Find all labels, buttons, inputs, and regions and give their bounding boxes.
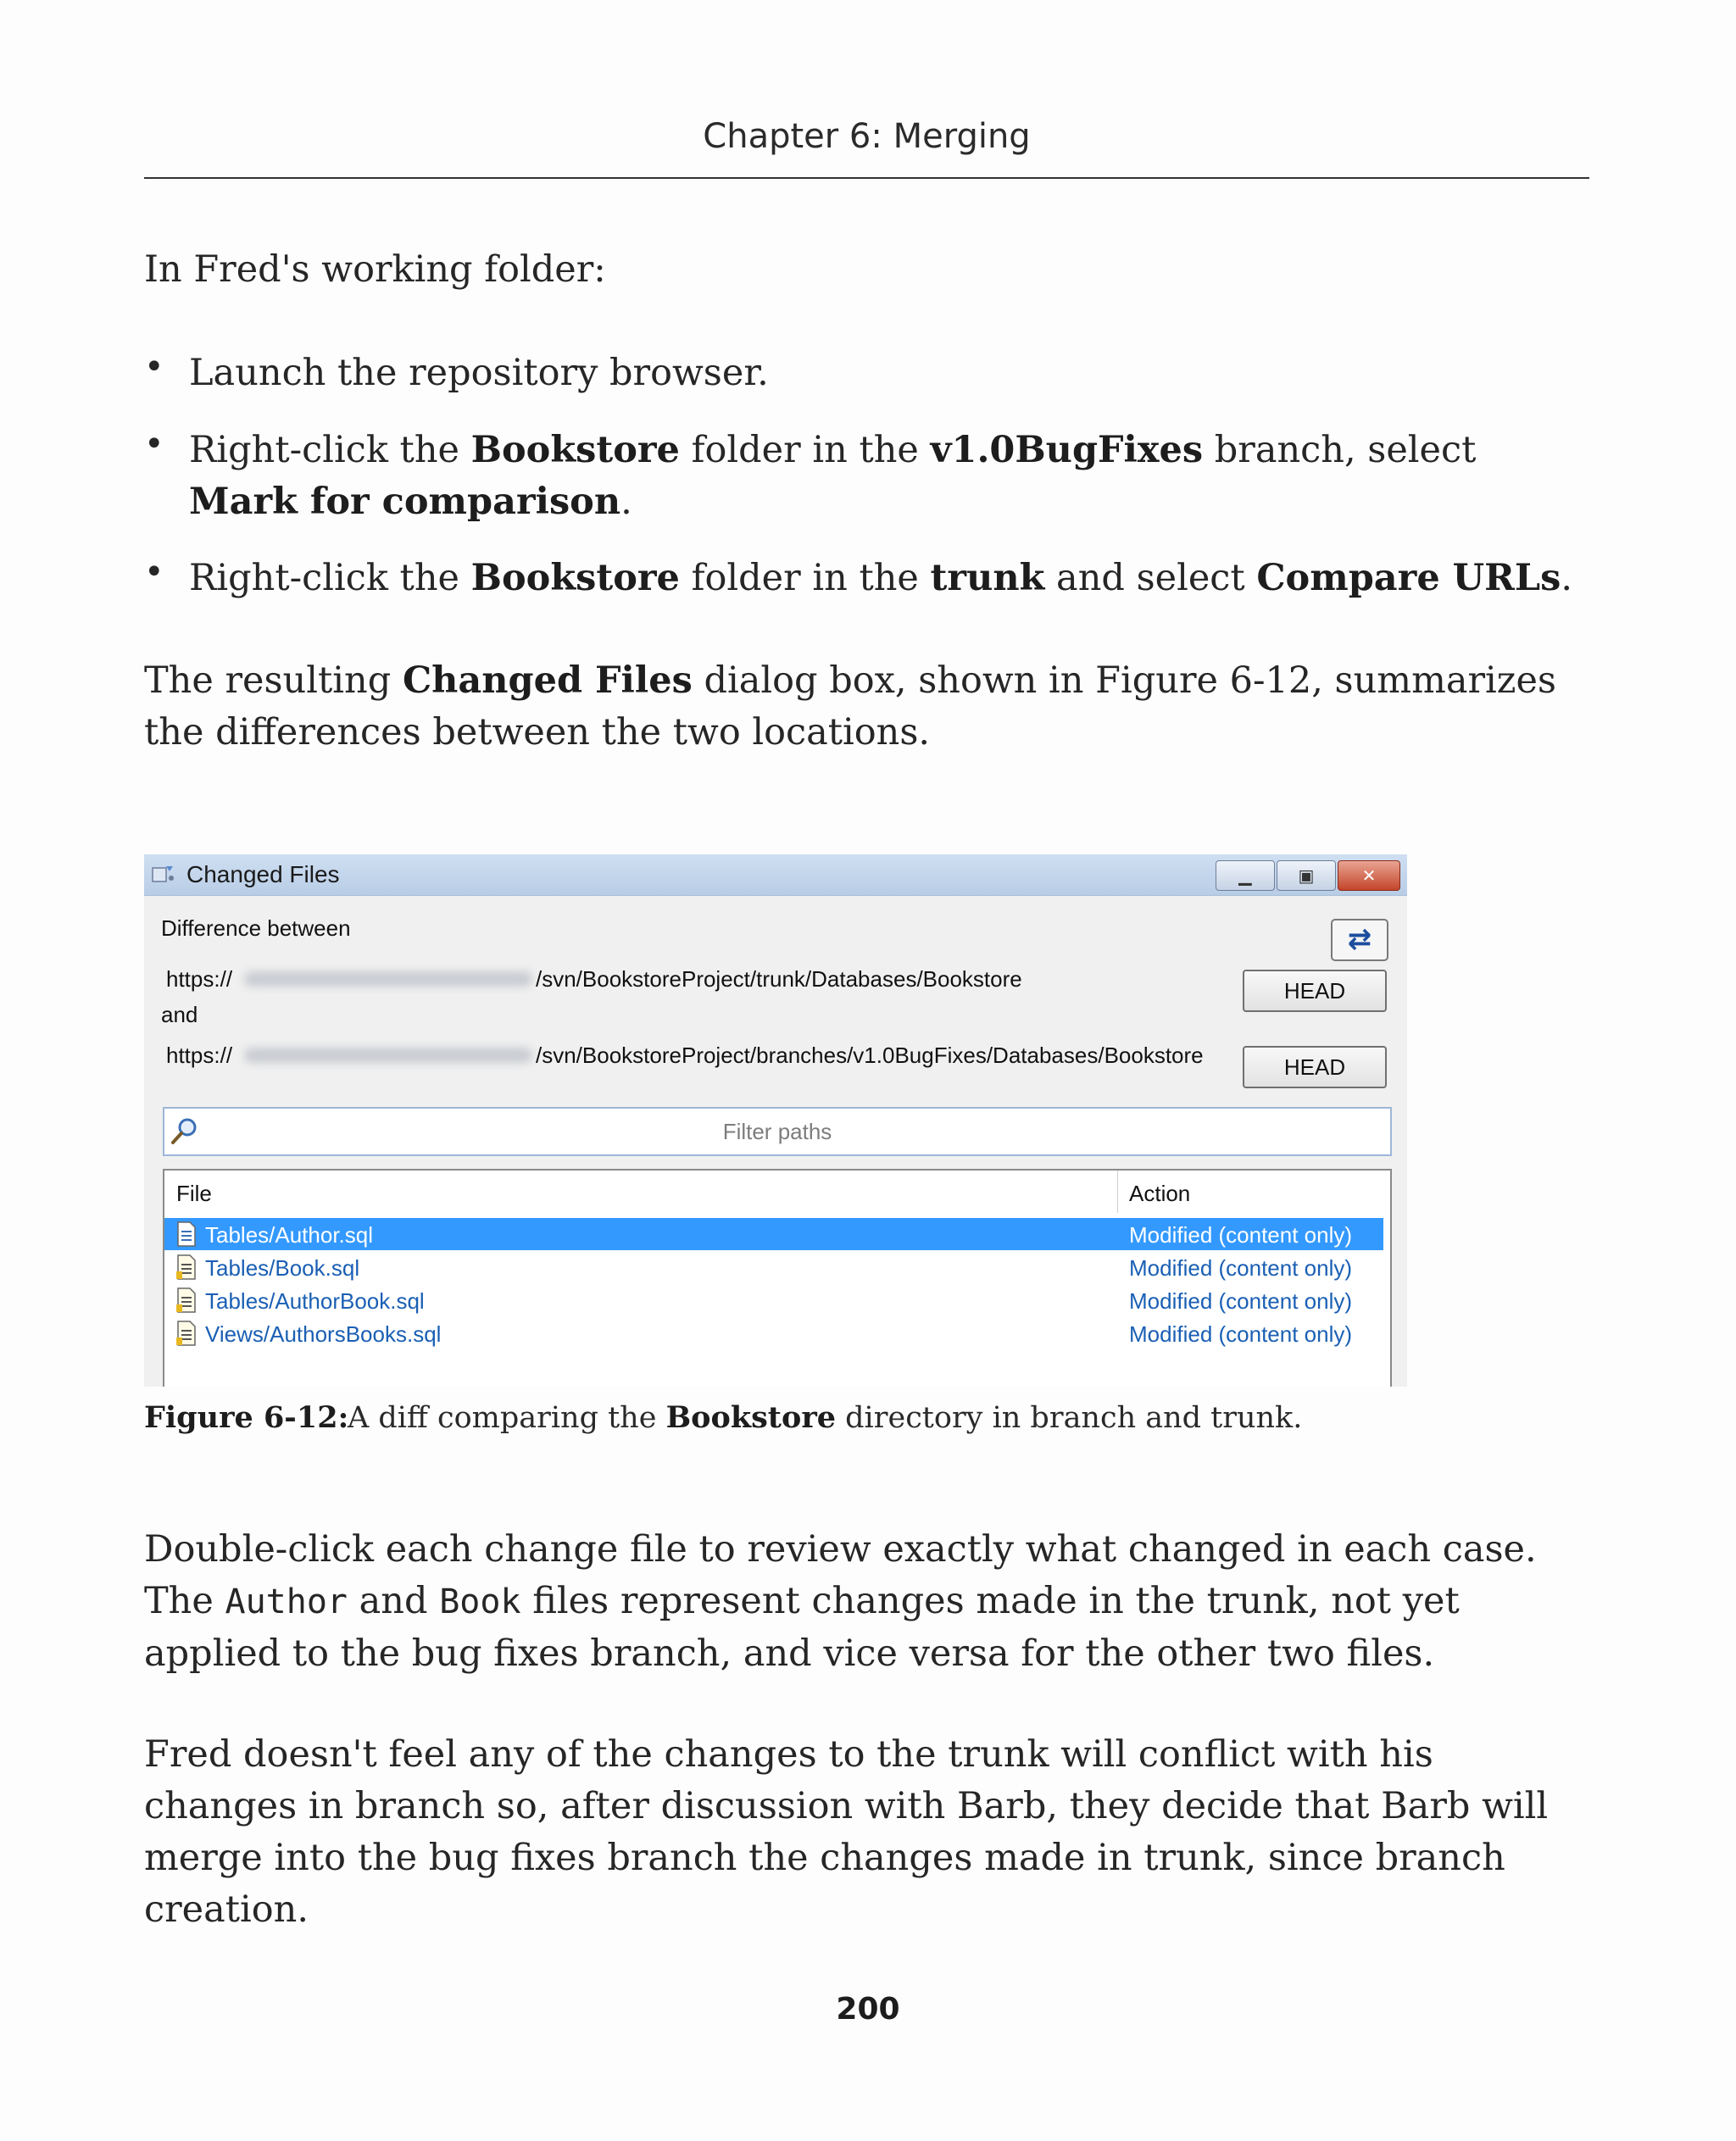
code-author: Author bbox=[225, 1582, 348, 1621]
close-button[interactable]: ✕ bbox=[1338, 860, 1400, 891]
file-action: Modified (content only) bbox=[1129, 1222, 1353, 1248]
file-row[interactable] bbox=[164, 1218, 1383, 1250]
bullet-dot: • bbox=[144, 425, 164, 464]
url-2-prefix: https:// bbox=[166, 1043, 233, 1068]
url-1-prefix: https:// bbox=[166, 966, 233, 992]
paragraph-double-click: Double-click each change file to review exactly what changed in each case. The Author and Book files represent changes made in the trunk, not yet applied to the bug fixes branch, and vice versa for the other two files. bbox=[144, 1528, 1537, 1675]
page-number: 200 bbox=[836, 1992, 900, 2027]
paragraph-changed-files: The resulting Changed Files dialog box, shown in Figure 6-12, summarizes the differences between the two locations. bbox=[144, 659, 1556, 754]
file-row[interactable] bbox=[164, 1284, 1383, 1316]
maximize-button[interactable]: ▣ bbox=[1277, 860, 1336, 891]
file-path: Tables/AuthorBook.sql bbox=[205, 1288, 425, 1314]
intro-paragraph: In Fred's working folder: bbox=[144, 248, 606, 291]
swap-urls-button[interactable] bbox=[1331, 919, 1388, 961]
redacted-host bbox=[244, 1048, 532, 1063]
figure-label: Figure 6-12: bbox=[144, 1400, 349, 1435]
file-path: Tables/Book.sql bbox=[205, 1255, 360, 1281]
file-row[interactable] bbox=[164, 1317, 1383, 1349]
difference-between-label: Difference between bbox=[161, 915, 351, 941]
bullet-dot: • bbox=[144, 553, 164, 592]
dialog-titlebar bbox=[144, 854, 1407, 896]
sql-file-icon bbox=[176, 1321, 197, 1346]
sql-file-icon bbox=[176, 1287, 197, 1313]
redacted-host bbox=[244, 971, 532, 987]
changed-files-list[interactable] bbox=[163, 1169, 1392, 1387]
swap-arrows-icon: ⇄ bbox=[1347, 922, 1372, 956]
head-revision-button-1[interactable]: HEAD bbox=[1243, 970, 1387, 1012]
changed-files-dialog bbox=[144, 854, 1407, 1387]
minimize-button[interactable]: ▁ bbox=[1216, 860, 1275, 891]
file-action: Modified (content only) bbox=[1129, 1288, 1353, 1314]
bullet-1: Launch the repository browser. bbox=[189, 352, 769, 394]
sql-file-icon bbox=[176, 1254, 197, 1280]
filter-paths-input[interactable] bbox=[163, 1107, 1392, 1156]
changed-files-app-icon bbox=[151, 863, 176, 885]
and-label: and bbox=[161, 1002, 198, 1027]
file-path: Views/AuthorsBooks.sql bbox=[205, 1321, 442, 1347]
file-row[interactable] bbox=[164, 1251, 1383, 1283]
bullet-2: Right-click the Bookstore folder in the v1.0BugFixes branch, select Mark for comparison. bbox=[189, 429, 1477, 523]
file-action: Modified (content only) bbox=[1129, 1321, 1353, 1347]
bullet-dot: • bbox=[144, 348, 164, 386]
file-action: Modified (content only) bbox=[1129, 1255, 1353, 1281]
filter-placeholder: Filter paths bbox=[722, 1119, 832, 1144]
running-head: Chapter 6: Merging bbox=[703, 117, 1031, 156]
column-header-action[interactable]: Action bbox=[1129, 1181, 1191, 1206]
file-path: Tables/Author.sql bbox=[205, 1222, 374, 1248]
column-header-file[interactable]: File bbox=[176, 1181, 212, 1206]
sql-file-icon bbox=[176, 1221, 197, 1247]
url-2-path: /svn/BookstoreProject/branches/v1.0BugFixes/Databases/Bookstore bbox=[536, 1043, 1204, 1068]
header-rule bbox=[144, 177, 1589, 179]
paragraph-fred-decision: Fred doesn't feel any of the changes to the trunk will conflict with his changes in branch so, after discussion with Barb, they decide that Barb will merge into the bug fixes branch the changes made in trunk, since branch creation. bbox=[144, 1733, 1549, 1931]
figure-caption: A diff comparing the Bookstore directory in branch and trunk. bbox=[348, 1400, 1303, 1435]
code-book: Book bbox=[439, 1582, 521, 1621]
dialog-title: Changed Files bbox=[186, 861, 340, 887]
column-divider bbox=[1117, 1171, 1118, 1213]
bullet-3: Right-click the Bookstore folder in the trunk and select Compare URLs. bbox=[189, 557, 1572, 599]
head-revision-button-2[interactable]: HEAD bbox=[1243, 1046, 1387, 1088]
url-1-path: /svn/BookstoreProject/trunk/Databases/Bookstore bbox=[536, 966, 1022, 992]
